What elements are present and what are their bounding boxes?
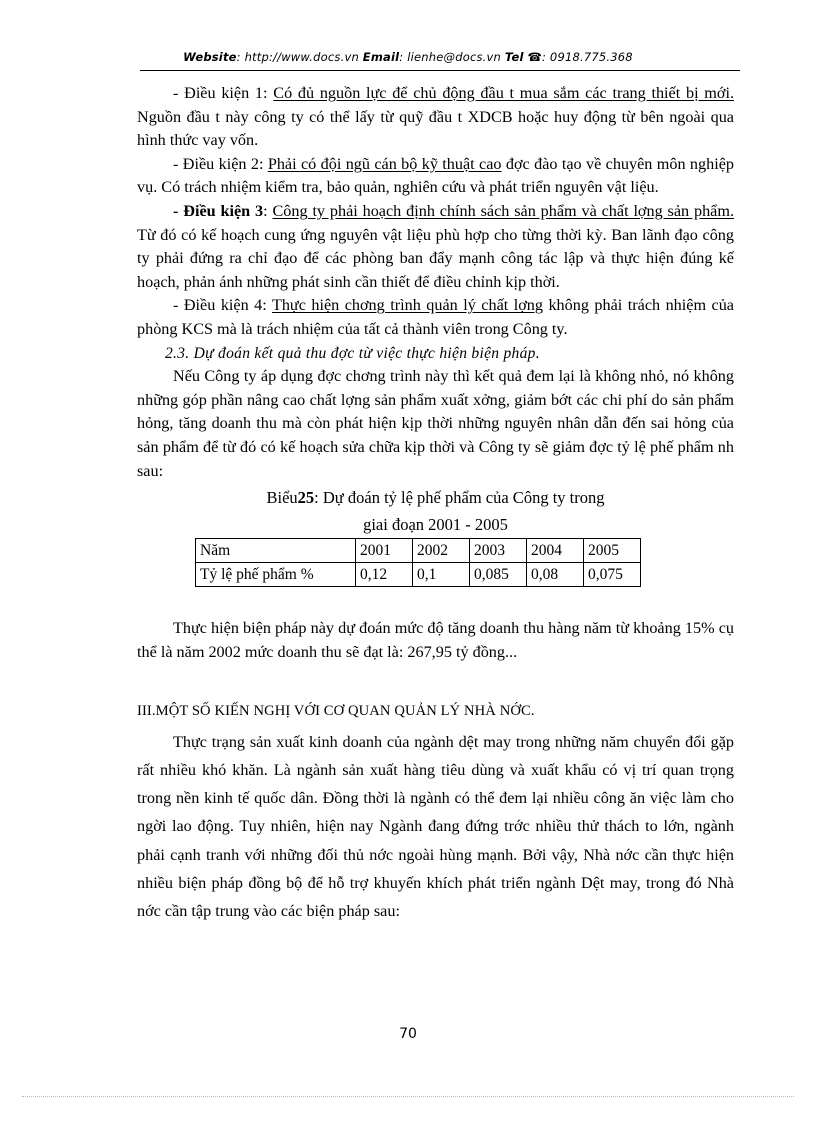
condition-paragraph: - Điều kiện 2: Phải có đội ngũ cán bộ kỹ thuật cao đợc đào tạo về chuyên môn nghiệp vụ. Có trách nhiệm kiểm tra, bảo quản, nghiên cứu và phát triển nguyên vật liệu.: [137, 154, 734, 197]
scrap-rate-table: [195, 538, 641, 587]
condition-underlined: Phải có đội ngũ cán bộ kỹ thuật cao: [267, 154, 502, 173]
table-cell: 2004: [527, 539, 584, 563]
table-row: [196, 563, 641, 587]
condition-paragraph: - Điều kiện 3: Công ty phải hoạch định chính sách sản phẩm và chất lợng sản phẩm. Từ đó có kế hoạch cung ứng nguyên vật liệu phù hợp cho từng thời kỳ. Ban lãnh đạo công ty phải đứng ra chỉ đạo để các phòng ban đẩy mạnh công tác lập và thực hiện đúng kế hoạch, phản ánh những phát sinh cần thiết để điều chỉnh kịp thời.: [137, 201, 734, 291]
table-cell: 0,1: [413, 563, 470, 587]
table-cell: 2005: [584, 539, 641, 563]
table-caption: Biểu25: Dự đoán tỷ lệ phế phẩm của Công ty trong giai đoạn 2001 - 2005: [266, 488, 605, 535]
page-header: [0, 50, 816, 64]
website-label: Website: [183, 50, 237, 64]
table-cell: 2002: [413, 539, 470, 563]
table-cell: 0,12: [356, 563, 413, 587]
table-row: [196, 539, 641, 563]
email-label: Email: [362, 50, 400, 64]
tel-value: : 0918.775.368: [542, 50, 633, 64]
subsection-title: 2.3. Dự đoán kết quả thu đợc từ việc thực hiện biện pháp.: [165, 344, 540, 362]
page-number: 70: [399, 1026, 417, 1042]
page-footer-divider: [22, 1096, 794, 1097]
table-header-cell: Năm: [196, 539, 356, 563]
table-header-cell: Tỷ lệ phế phẩm %: [196, 563, 356, 587]
website-value: : http://www.docs.vn: [236, 50, 359, 64]
condition-paragraph: - Điều kiện 4: Thực hiện chơng trình quản lý chất lợng không phải trách nhiệm của phòng KCS mà là trách nhiệm của tất cả thành viên trong Công ty.: [137, 296, 734, 338]
section-title: III.MỘT SỐ KIẾN NGHỊ VỚI CƠ QUAN QUẢN LÝ NHÀ NỚC.: [137, 703, 535, 720]
table-cell: 0,085: [470, 563, 527, 587]
table-cell: 2003: [470, 539, 527, 563]
subsection-body: Nếu Công ty áp dụng đợc chơng trình này thì kết quả đem lại là không nhỏ, nó không những góp phần nâng cao chất lợng sản phẩm xuất xởng, giảm bớt các chi phí do sản phẩm hỏng, tăng doanh thu mà còn phát hiện kịp thời những nguyên nhân dẫn đến sai hỏng của sản phẩm để từ đó có kế hoạch sửa chữa kịp thời và Công ty sẽ giảm đợc tỷ lệ phế phẩm nh sau:: [137, 367, 734, 480]
condition-underlined: Công ty phải hoạch định chính sách sản phẩm và chất lợng sản phẩm.: [272, 201, 734, 220]
email-value: : lienhe@docs.vn: [399, 50, 502, 64]
condition-underlined: Có đủ nguồn lực để chủ động đầu t mua sắm các trang thiết bị mới.: [273, 84, 734, 102]
table-cell: 2001: [356, 539, 413, 563]
header-divider: [140, 70, 740, 71]
phone-icon: ☎: [527, 50, 542, 64]
table-cell: 0,075: [584, 563, 641, 587]
condition-paragraph: - Điều kiện 1: Có đủ nguồn lực để chủ động đầu t mua sắm các trang thiết bị mới. Nguồn đầu t này công ty có thể lấy từ quỹ đầu t XDCB hoặc huy động từ bên ngoài qua hình thức vay vốn.: [137, 84, 734, 150]
forecast-paragraph: Thực hiện biện pháp này dự đoán mức độ tăng doanh thu hàng năm từ khoảng 15% cụ thể là năm 2002 mức doanh thu sẽ đạt là: 267,95 tỷ đồng...: [137, 619, 734, 661]
condition-underlined: Thực hiện chơng trình quản lý chất lợng: [271, 296, 543, 315]
table-cell: 0,08: [527, 563, 584, 587]
section-body: Thực trạng sản xuất kinh doanh của ngành dệt may trong những năm chuyển đổi gặp rất nhiều khó khăn. Là ngành sản xuất hàng tiêu dùng và xuất khẩu có vị trí quan trọng trong nền kinh tế quốc dân. Đồng thời là ngành có thể đem lại nhiều công ăn việc làm cho ngời lao động. Tuy nhiên, hiện nay Ngành đang đứng trớc nhiều thử thách to lớn, ngành phải cạnh tranh với những đối thủ nớc ngoài hùng mạnh. Bởi vậy, Nhà nớc cần thực hiện nhiều biện pháp đồng bộ để hỗ trợ khuyến khích phát triển ngành Dệt may, trong đó Nhà nớc cần tập trung vào các biện pháp sau:: [137, 732, 734, 921]
document-body: [137, 82, 734, 925]
tel-label: Tel: [504, 50, 524, 64]
